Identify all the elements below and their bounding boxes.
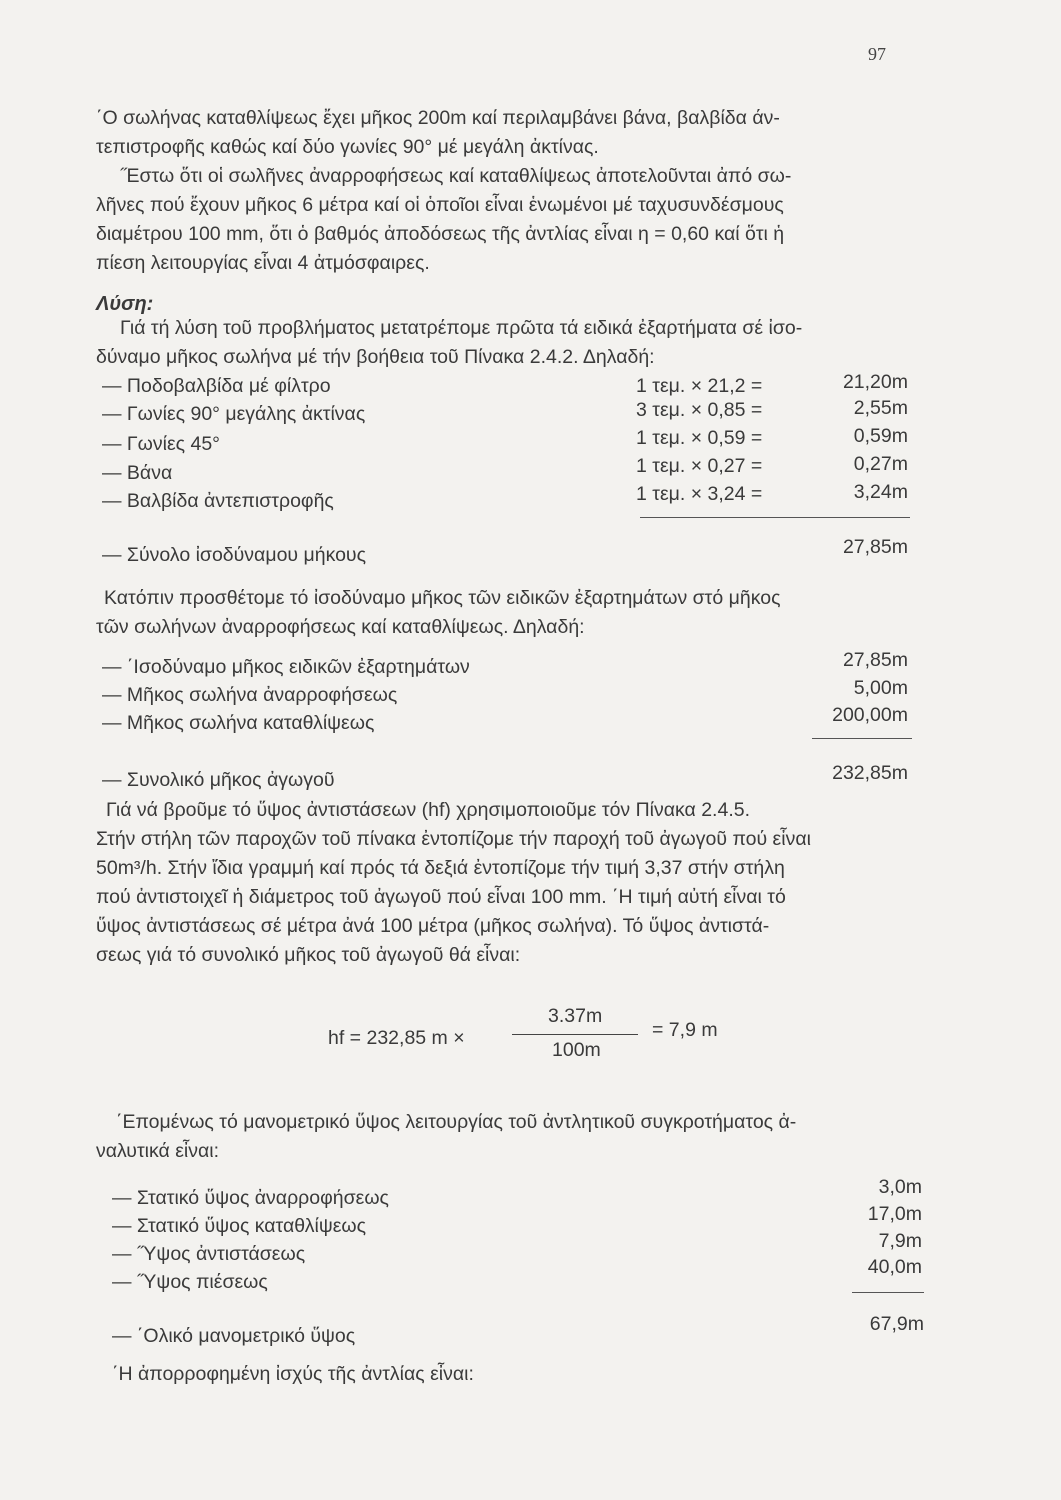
text-line: τῶν σωλήνων ἀναρροφήσεως καί καταθλίψεως. Δηλαδή:	[96, 616, 585, 638]
list-item-value: 21,20m	[842, 371, 908, 393]
total-value: 27,85m	[842, 536, 908, 558]
resistance-paragraph	[96, 796, 922, 970]
formula-result: = 7,9 m	[652, 1019, 718, 1041]
text-line: δύναμο μῆκος σωλήνα μέ τήν βοήθεια τοῦ Πίνακα 2.4.2. Δηλαδή:	[96, 346, 655, 368]
list-item-value: 27,85m	[842, 649, 908, 671]
fraction-bar	[512, 1034, 638, 1035]
text-line: ˝Εστω ὅτι οἱ σωλῆνες ἀναρροφήσεως καί καταθλίψεως ἀποτελοῦνται ἀπό σω-	[120, 165, 792, 187]
list-item-value: 40,0m	[867, 1256, 922, 1278]
formula-lhs: hf = 232,85 m ×	[328, 1027, 465, 1049]
list-item-value: 5,00m	[853, 677, 908, 699]
text-line: Κατόπιν προσθέτομε τό ἰσοδύναμο μῆκος τῶν ειδικῶν ἐξαρτημάτων στό μῆκος	[104, 587, 781, 609]
list-item-calc: 1 τεμ. × 0,27 =	[636, 455, 763, 477]
text-line: ὕψος ἀντιστάσεως σέ μέτρα ἀνά 100 μέτρα (μῆκος σωλήνα). Τό ὕψος ἀντιστά-	[96, 915, 770, 937]
sum-rule	[852, 1292, 924, 1293]
text-line: διαμέτρου 100 mm, ὅτι ὁ βαθμός ἀποδόσεως τῆς ἀντλίας εἶναι η = 0,60 καί ὅτι ἡ	[96, 223, 785, 245]
list-item-label: — Ποδοβαλβίδα μέ φίλτρο	[102, 375, 331, 397]
list-item-calc: 1 τεμ. × 21,2 =	[636, 375, 763, 397]
text-line: 50m³/h. Στήν ἴδια γραμμή καί πρός τά δεξιά ἐντοπίζομε τήν τιμή 3,37 στήν στήλη	[96, 857, 785, 879]
text-line: Γιά νά βροῦμε τό ὕψος ἀντιστάσεων (hf) χρησιμοποιοῦμε τόν Πίνακα 2.4.5.	[106, 799, 751, 821]
total-label: — Σύνολο ἰσοδύναμου μήκους	[102, 544, 366, 566]
list-item-label: — Βαλβίδα ἀντεπιστροφῆς	[102, 490, 334, 512]
list-item-label: — Γωνίες 45°	[102, 433, 220, 455]
list-item-label: — Μῆκος σωλήνα ἀναρροφήσεως	[102, 684, 398, 706]
list-item-value: 3,0m	[878, 1176, 922, 1198]
text-line: λῆνες πού ἔχουν μῆκος 6 μέτρα καί οἱ ὁποῖοι εἶναι ἑνωμένοι μέ ταχυσυνδέσμους	[96, 194, 784, 216]
list-item-value: 3,24m	[853, 481, 908, 503]
total-label: — ΄Ολικό μανομετρικό ὕψος	[112, 1325, 356, 1347]
text-line: ΄Η ἀπορροφημένη ἰσχύς τῆς ἀντλίας εἶναι:	[112, 1363, 474, 1385]
list-item-value: 200,00m	[832, 704, 908, 726]
head-paragraph	[96, 1108, 926, 1166]
sum-rule	[812, 738, 912, 739]
sum-rule	[640, 517, 910, 518]
list-item-label: — Στατικό ὕψος ἀναρροφήσεως	[112, 1187, 389, 1209]
text-line: πού ἀντιστοιχεῖ ἡ διάμετρος τοῦ ἀγωγοῦ πού εἶναι 100 mm. ΄Η τιμή αὐτή εἶναι τό	[96, 886, 786, 908]
list-item-label: — ˝Υψος πιέσεως	[112, 1271, 268, 1293]
list-item-value: 0,27m	[853, 453, 908, 475]
text-line: σεως γιά τό συνολικό μῆκος τοῦ ἀγωγοῦ θά εἶναι:	[96, 944, 521, 966]
page-number: 97	[868, 44, 886, 64]
list-item-calc: 3 τεμ. × 0,85 =	[636, 399, 763, 421]
solution-paragraph	[96, 314, 916, 372]
then-paragraph	[96, 584, 916, 642]
list-item-label: — Βάνα	[102, 462, 173, 484]
text-line: πίεση λειτουργίας εἶναι 4 ἀτμόσφαιρες.	[96, 252, 430, 274]
intro-paragraph	[96, 104, 916, 278]
text-line: Γιά τή λύση τοῦ προβλήματος μετατρέπομε πρῶτα τά ειδικά ἐξαρτήματα σέ ἰσο-	[120, 317, 803, 339]
solution-heading: Λύση:	[96, 293, 154, 315]
list-item-value: 0,59m	[853, 425, 908, 447]
formula-denominator: 100m	[552, 1039, 601, 1061]
list-item-label: — ˝Υψος ἀντιστάσεως	[112, 1243, 306, 1265]
total-value: 232,85m	[832, 762, 908, 784]
list-item-label: — Στατικό ὕψος καταθλίψεως	[112, 1215, 367, 1237]
text-line: τεπιστροφῆς καθώς καί δύο γωνίες 90° μέ μεγάλη ἀκτίνας.	[96, 136, 599, 158]
list-item-calc: 1 τεμ. × 0,59 =	[636, 427, 763, 449]
list-item-label: — Μῆκος σωλήνα καταθλίψεως	[102, 712, 375, 734]
list-item-value: 17,0m	[867, 1203, 922, 1225]
list-item-label: — Γωνίες 90° μεγάλης ἀκτίνας	[102, 403, 366, 425]
list-item-calc: 1 τεμ. × 3,24 =	[636, 483, 763, 505]
text-line: ΄Επομένως τό μανομετρικό ὕψος λειτουργίας τοῦ ἀντλητικοῦ συγκροτήματος ἀ-	[116, 1111, 797, 1133]
text-line: ναλυτικά εἶναι:	[96, 1140, 220, 1162]
total-label: — Συνολικό μῆκος ἀγωγοῦ	[102, 769, 335, 791]
closing-paragraph	[112, 1360, 932, 1389]
text-line: ΄Ο σωλήνας καταθλίψεως ἔχει μῆκος 200m καί περιλαμβάνει βάνα, βαλβίδα άν-	[96, 107, 780, 129]
formula-numerator: 3.37m	[548, 1005, 603, 1027]
list-item-value: 7,9m	[878, 1230, 922, 1252]
text-line: Στήν στήλη τῶν παροχῶν τοῦ πίνακα ἐντοπίζομε τήν παροχή τοῦ ἀγωγοῦ πού εἶναι	[96, 828, 811, 850]
total-value: 67,9m	[869, 1313, 924, 1335]
list-item-label: — ΄Ισοδύναμο μῆκος ειδικῶν ἐξαρτημάτων	[102, 656, 470, 678]
list-item-value: 2,55m	[853, 397, 908, 419]
